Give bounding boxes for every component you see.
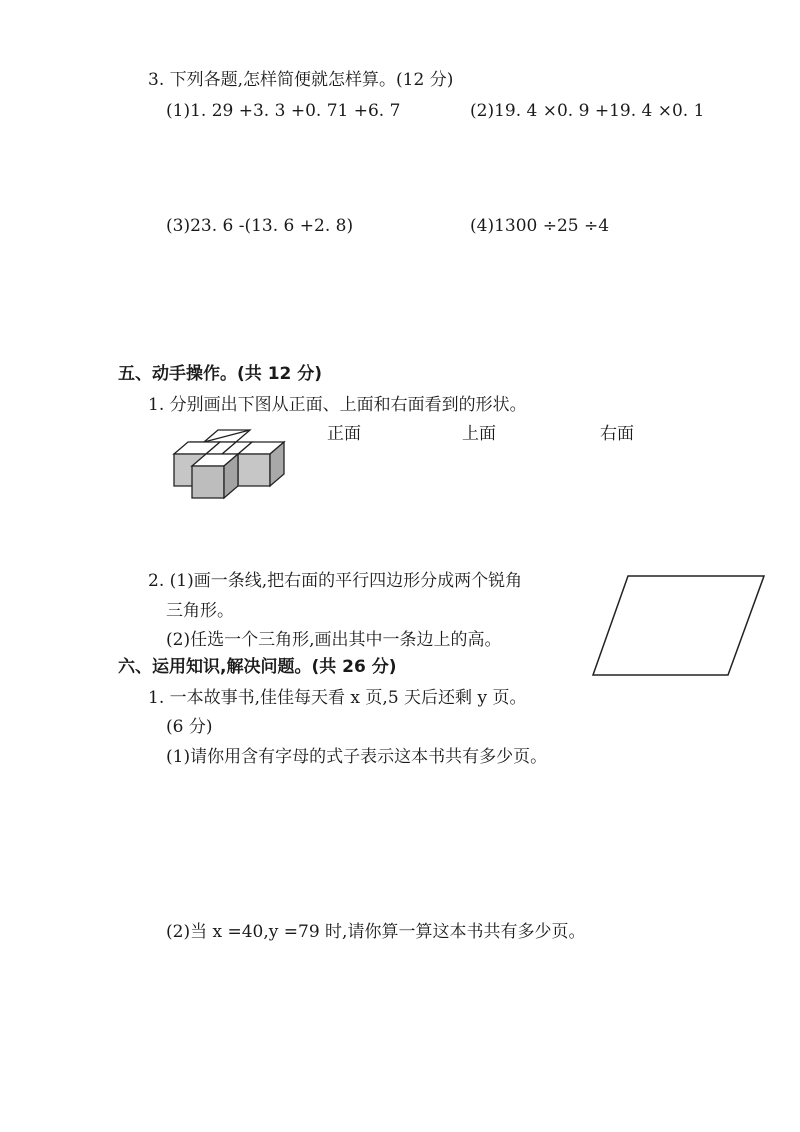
sec6-q1-part1: (1)请你用含有字母的式子表示这本书共有多少页。: [166, 747, 548, 767]
q3-item-3: (3)23. 6 -(13. 6 +2. 8): [166, 216, 354, 236]
section5-heading: 五、动手操作。(共 12 分): [118, 364, 323, 384]
sec5-q2-line3: (2)任选一个三角形,画出其中一条边上的高。: [166, 630, 502, 650]
sec5-q2-line1: 2. (1)画一条线,把右面的平行四边形分成两个锐角: [148, 571, 523, 591]
q3-item-2: (2)19. 4 ×0. 9 +19. 4 ×0. 1: [470, 101, 705, 121]
sec6-q1-line1: 1. 一本故事书,佳佳每天看 x 页,5 天后还剩 y 页。: [148, 688, 527, 708]
q3-item-1: (1)1. 29 +3. 3 +0. 71 +6. 7: [166, 101, 401, 121]
q3-item-4: (4)1300 ÷25 ÷4: [470, 216, 610, 236]
section6-heading: 六、运用知识,解决问题。(共 26 分): [118, 657, 397, 677]
sec5-q1-text: 1. 分别画出下图从正面、上面和右面看到的形状。: [148, 395, 527, 415]
view-label-top: 上面: [462, 424, 496, 444]
sec6-q1-part2: (2)当 x =40,y =79 时,请你算一算这本书共有多少页。: [166, 922, 586, 942]
view-label-right: 右面: [600, 424, 634, 444]
sec6-q1-points: (6 分): [166, 717, 213, 737]
parallelogram-figure: [590, 573, 770, 678]
view-label-front: 正面: [327, 424, 361, 444]
q3-title: 3. 下列各题,怎样简便就怎样算。(12 分): [148, 70, 454, 90]
cube-figure: [160, 420, 300, 500]
sec5-q2-line2: 三角形。: [166, 601, 234, 621]
